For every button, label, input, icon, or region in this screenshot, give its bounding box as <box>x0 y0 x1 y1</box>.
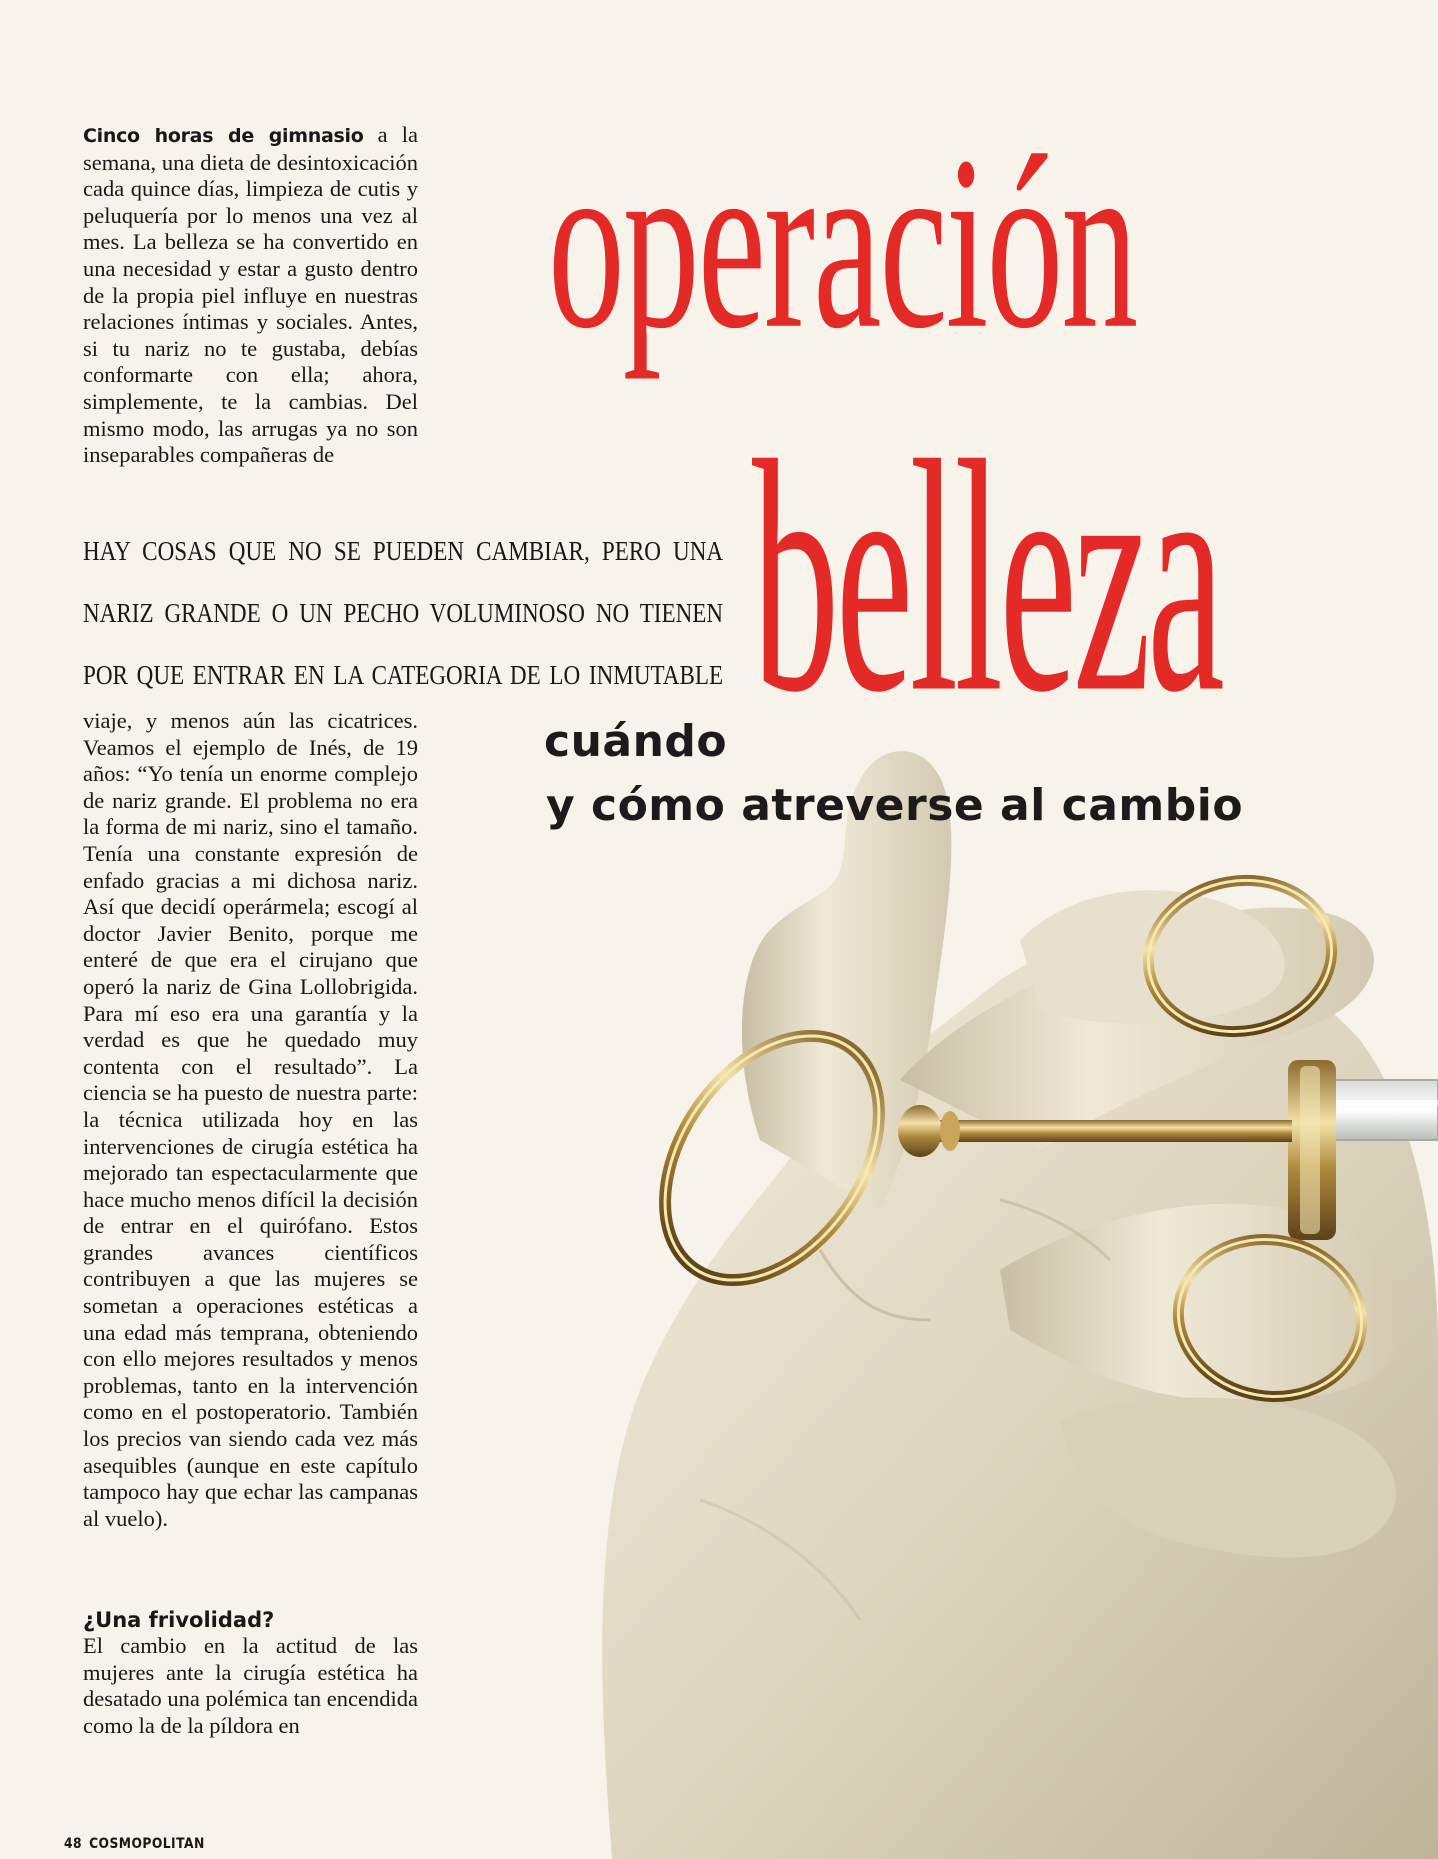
section-title: ¿Una frivolidad? <box>83 1608 275 1632</box>
page-footer <box>64 1836 205 1852</box>
magazine-name: COSMOPOLITAN <box>89 1836 205 1852</box>
intro-text: a la semana, una dieta de desintoxicación cada quince días, limpieza de cutis y peluquería por lo menos una vez al mes. La belleza se ha convertido en una necesidad y estar a gusto dentro de la propia piel influye en nuestras relaciones íntimas y sociales. Antes, si tu nariz no te gustaba, debías conformarte con ella; ahora, simplemente, te la cambias. Del mismo modo, las arrugas ya no son inseparables compañeras de <box>83 122 418 468</box>
intro-lead: Cinco horas de gimnasio <box>83 125 364 147</box>
headline-line-2: belleza <box>752 394 1222 762</box>
subhead-line-1: cuándo <box>544 716 728 767</box>
section-paragraph: El cambio en la actitud de las mujeres ante la cirugía estética ha desatado una polémica tan encendida como la de la píldora en <box>83 1633 418 1738</box>
pull-quote: HAY COSAS QUE NO SE PUEDEN CAMBIAR, PERO UNA NARIZ GRANDE O UN PECHO VOLUMINOSO NO TIENEN POR QUE ENTRAR EN LA CATEGORIA DE LO INMUTABLE <box>83 535 724 690</box>
subhead-line-2: y cómo atreverse al cambio <box>546 780 1244 831</box>
intro-paragraph <box>83 122 418 469</box>
headline-line-1: operación <box>548 104 1137 380</box>
body-paragraph: viaje, y menos aún las cicatrices. Veamos el ejemplo de Inés, de 19 años: “Yo tenía un enorme complejo de nariz grande. El problema no era la forma de mi nariz, sino el tamaño. Tenía una constante expresión de enfado gracias a mi dichosa nariz. Así que decidí operármela; escogí al doctor Javier Benito, porque me enteré de que era el cirujano que operó la nariz de Gina Lollobrigida. Para mí eso era una garantía y la verdad es que he quedado muy contenta con el resultado”. La ciencia se ha puesto de nuestra parte: la técnica utilizada hoy en las intervenciones de cirugía estética ha mejorado tan espectacularmente que hace mucho menos difícil la decisión de entrar en el quirófano. Estos grandes avances científicos contribuyen a que las mujeres se sometan a operaciones estéticas a una edad más temprana, obteniendo con ello mejores resultados y menos problemas, tanto en la intervención como en el postoperatorio. También los precios van siendo cada vez más asequibles (aunque en este capítulo tampoco hay que echar las campanas al vuelo). <box>83 708 418 1531</box>
page-number: 48 <box>64 1836 83 1852</box>
